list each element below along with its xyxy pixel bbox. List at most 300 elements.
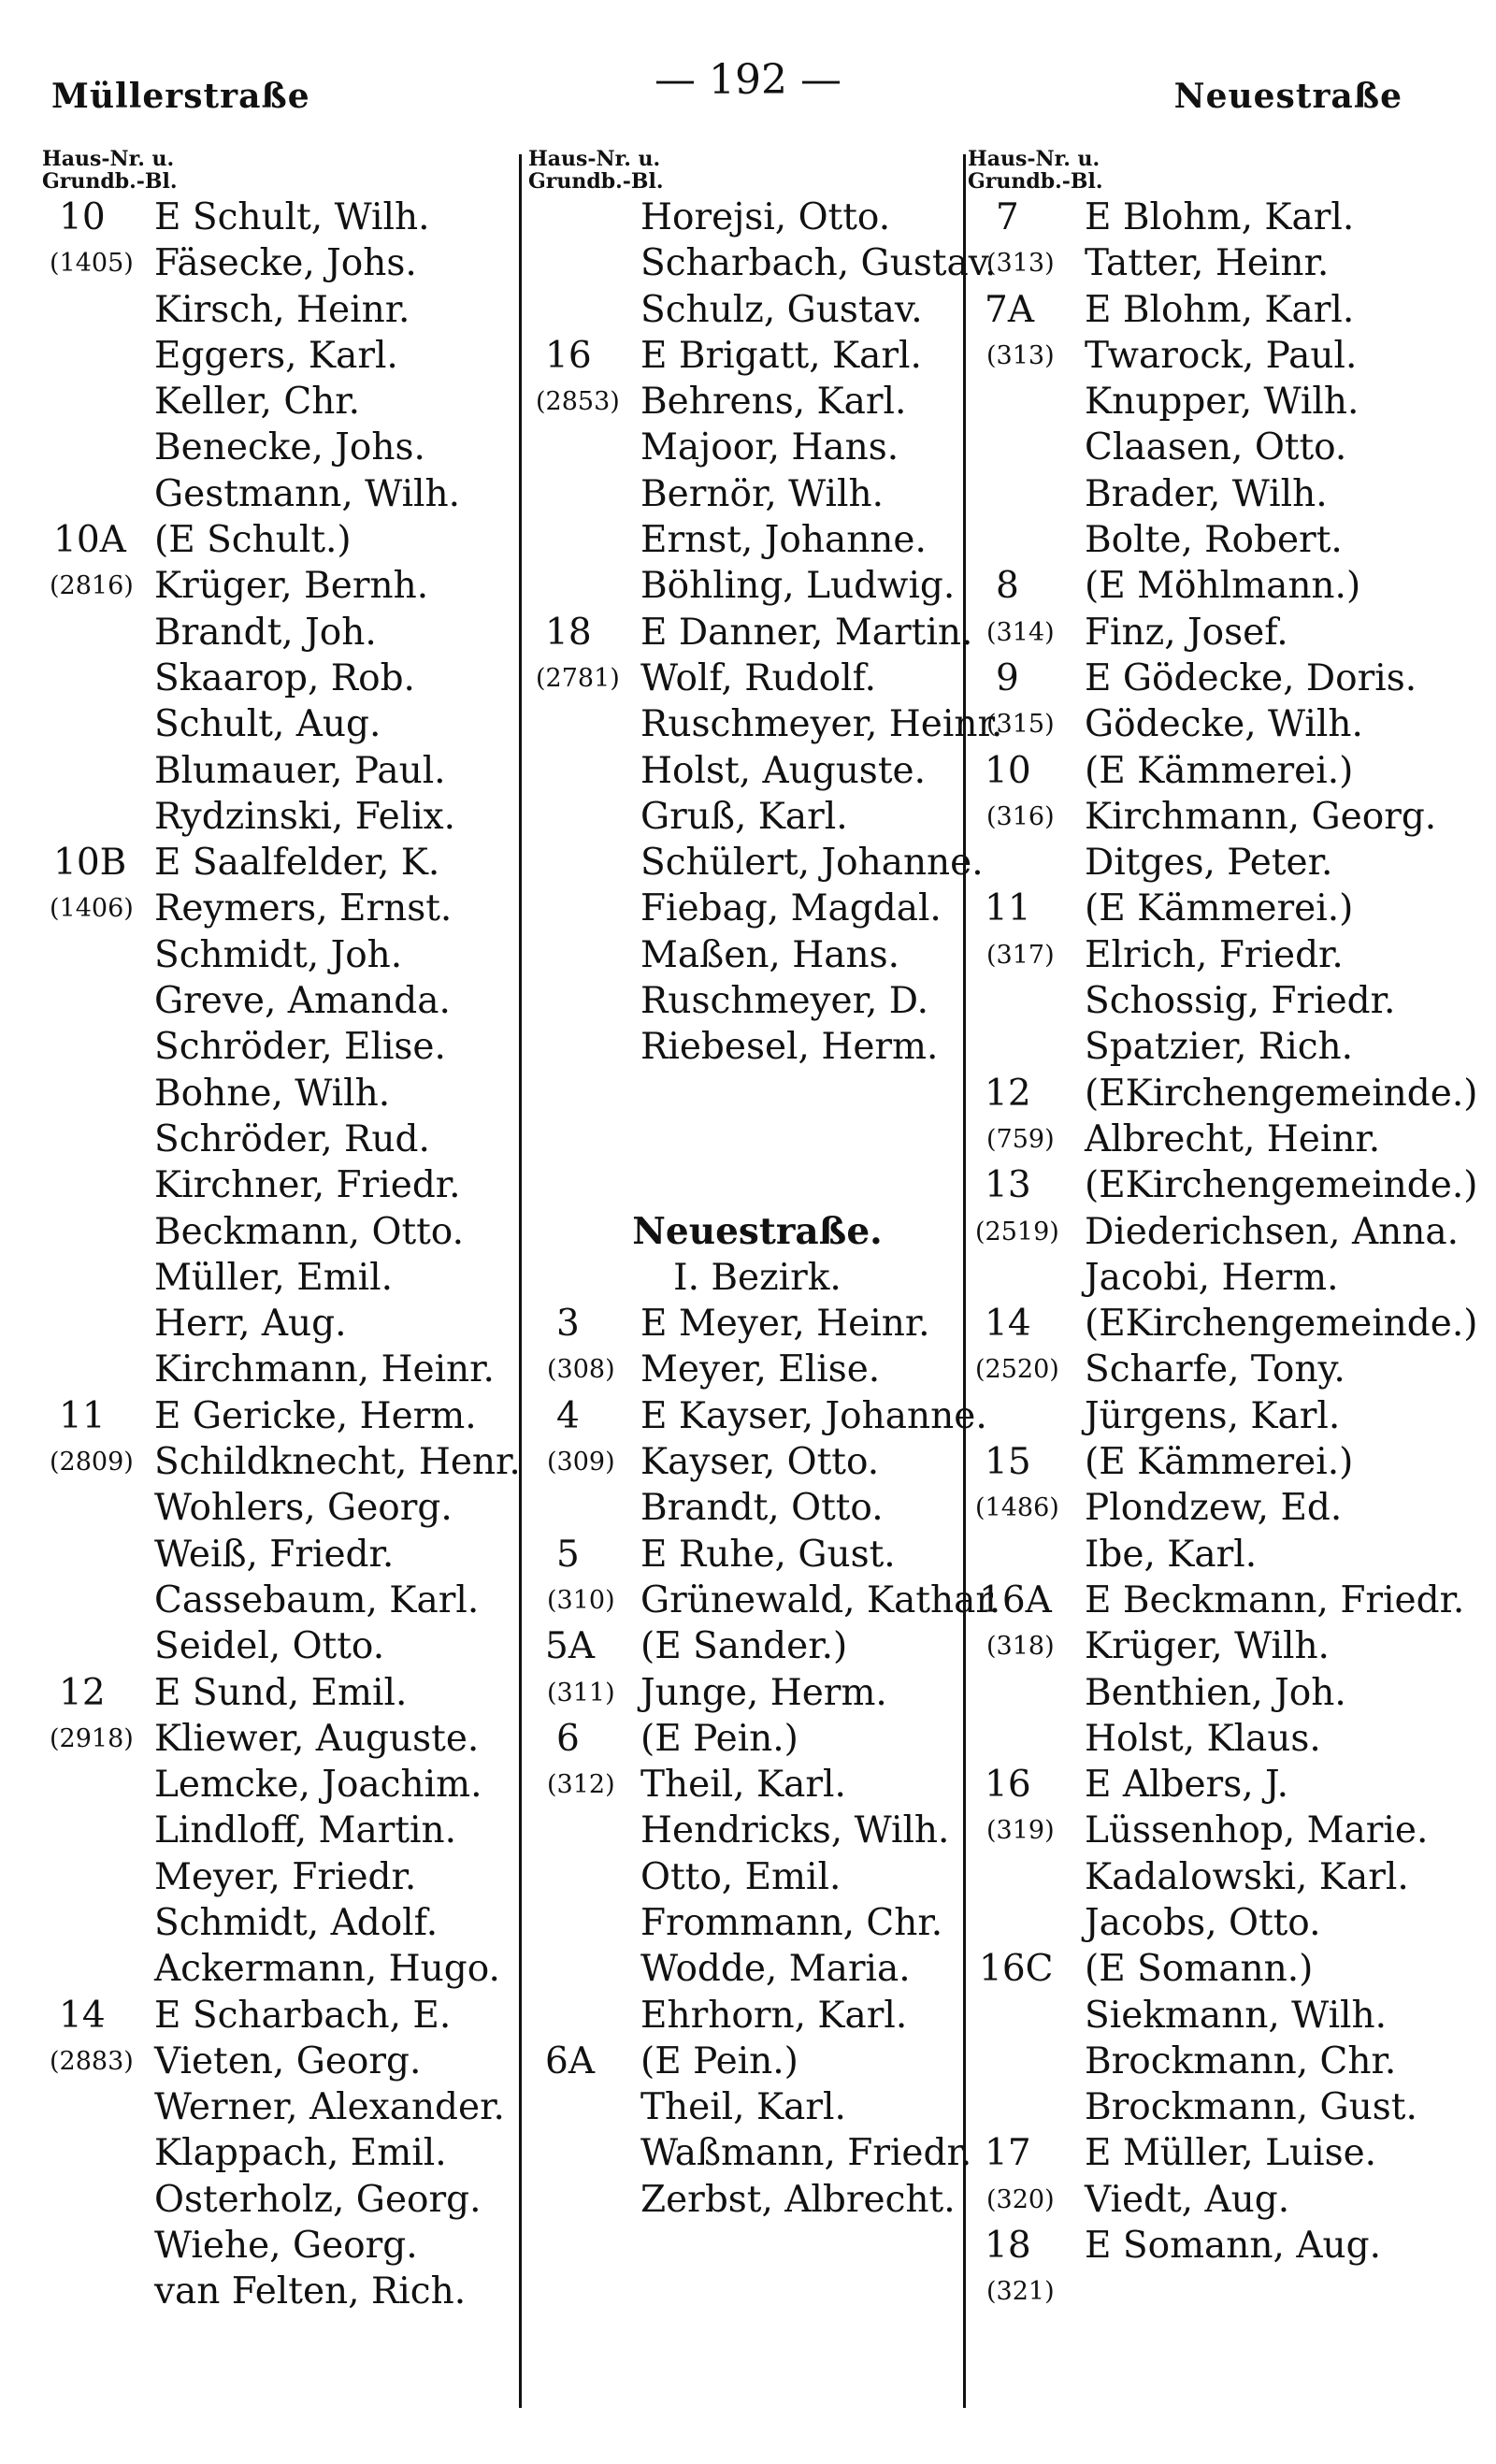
list-item <box>42 195 542 240</box>
list-item <box>42 886 542 931</box>
resident-name: Ruschmeyer, Heinr. <box>640 703 1003 746</box>
column-1 <box>42 148 542 2315</box>
resident-name: Fäsecke, Johs. <box>154 242 417 285</box>
house-number: 7A <box>985 288 1034 331</box>
list-item <box>968 794 1454 840</box>
resident-name: Lüssenhop, Marie. <box>1085 1809 1429 1852</box>
list-item <box>528 1854 986 1900</box>
list-item <box>42 1900 542 1946</box>
column-header <box>42 148 542 193</box>
resident-name: Behrens, Karl. <box>640 381 907 424</box>
resident-name: Keller, Chr. <box>154 381 361 424</box>
list-item <box>528 1439 986 1485</box>
house-number: 14 <box>985 1303 1031 1346</box>
list-item <box>968 1255 1454 1301</box>
resident-name: Maßen, Hans. <box>640 933 900 976</box>
list-item <box>968 240 1454 286</box>
list-item <box>968 1347 1454 1392</box>
list-item <box>42 701 542 747</box>
resident-name: (EKirchengemeinde.) <box>1085 1072 1478 1115</box>
resident-name: Krüger, Wilh. <box>1085 1625 1330 1668</box>
list-item <box>528 1301 986 1347</box>
house-number: 11 <box>59 1394 106 1437</box>
list-item <box>42 1024 542 1070</box>
resident-name: Jürgens, Karl. <box>1085 1394 1341 1437</box>
column-header-line1: Haus-Nr. u. <box>42 147 175 171</box>
resident-name: Schülert, Johanne. <box>640 842 984 885</box>
list-item <box>42 1808 542 1853</box>
grundbuch-number: (313) <box>986 340 1055 370</box>
list-item <box>528 2039 986 2084</box>
resident-name: (E Kämmerei.) <box>1085 1441 1354 1484</box>
list-item <box>528 1071 986 1117</box>
list-item <box>528 563 986 609</box>
list-item <box>528 1532 986 1578</box>
resident-name: E Schult, Wilh. <box>154 196 430 238</box>
resident-name: van Felten, Rich. <box>154 2270 467 2313</box>
resident-name: Claasen, Otto. <box>1085 426 1347 469</box>
resident-name: E Gödecke, Doris. <box>1085 656 1417 699</box>
page-number: — 192 — <box>654 56 842 104</box>
list-item <box>42 1347 542 1392</box>
resident-name: Twarock, Paul. <box>1085 334 1358 377</box>
resident-name: Lindloff, Martin. <box>154 1809 457 1852</box>
resident-name: Benecke, Johs. <box>154 426 425 469</box>
resident-name: Siekmann, Wilh. <box>1085 1994 1388 2037</box>
list-item <box>42 379 542 425</box>
resident-name: Majoor, Hans. <box>640 426 899 469</box>
house-number: 16A <box>979 1578 1052 1621</box>
resident-name: (EKirchengemeinde.) <box>1085 1164 1478 1207</box>
list-item <box>528 1623 986 1669</box>
resident-name: Kirchner, Friedr. <box>154 1164 461 1207</box>
resident-name: Brandt, Joh. <box>154 611 377 654</box>
resident-name: Skaarop, Rob. <box>154 656 415 699</box>
grundbuch-number: (2781) <box>536 663 620 693</box>
resident-name: Brockmann, Gust. <box>1085 2086 1417 2129</box>
list-item <box>968 1993 1454 2039</box>
resident-name: Cassebaum, Karl. <box>154 1578 480 1621</box>
house-number: 7 <box>996 196 1019 238</box>
resident-name: Reymers, Ernst. <box>154 887 453 930</box>
list-item <box>42 1071 542 1117</box>
list-item <box>528 1117 986 1162</box>
resident-name: Bernör, Wilh. <box>640 472 884 515</box>
resident-name: E Brigatt, Karl. <box>640 334 922 377</box>
list-item <box>528 517 986 563</box>
list-item <box>968 840 1454 886</box>
list-item <box>42 610 542 656</box>
list-item <box>42 1255 542 1301</box>
resident-name: (E Möhlmann.) <box>1085 565 1361 608</box>
resident-name: E Scharbach, E. <box>154 1994 452 2037</box>
resident-name: E Danner, Martin. <box>640 611 973 654</box>
list-item <box>528 1946 986 1992</box>
list-item <box>968 195 1454 240</box>
resident-name: Schröder, Rud. <box>154 1117 430 1160</box>
resident-name: (E Somann.) <box>1085 1948 1314 1991</box>
list-item <box>42 2269 542 2314</box>
list-item <box>968 2130 1454 2176</box>
list-item <box>42 1532 542 1578</box>
resident-name: Jacobs, Otto. <box>1085 1901 1321 1944</box>
resident-name: Wohlers, Georg. <box>154 1487 453 1530</box>
resident-name: Ditges, Peter. <box>1085 842 1333 885</box>
list-item <box>528 656 986 701</box>
resident-name: Fiebag, Magdal. <box>640 887 942 930</box>
column-header-line1: Haus-Nr. u. <box>968 147 1100 171</box>
resident-name: Kayser, Otto. <box>640 1441 880 1484</box>
list-item <box>42 1485 542 1531</box>
list-item <box>42 1993 542 2039</box>
list-item <box>42 2177 542 2223</box>
resident-name: Scharfe, Tony. <box>1085 1348 1345 1391</box>
resident-name: Gödecke, Wilh. <box>1085 703 1363 746</box>
resident-name: Gestmann, Wilh. <box>154 472 461 515</box>
resident-name: Ruschmeyer, D. <box>640 980 929 1023</box>
list-item <box>42 1578 542 1623</box>
resident-name: Brockmann, Chr. <box>1085 2039 1397 2082</box>
house-number: 12 <box>985 1072 1031 1115</box>
resident-name: E Sund, Emil. <box>154 1671 408 1714</box>
entry-list <box>528 195 1003 2223</box>
list-item <box>42 425 542 470</box>
resident-name: Schossig, Friedr. <box>1085 980 1396 1023</box>
list-item <box>968 1762 1454 1808</box>
list-item <box>42 2039 542 2084</box>
entry-list <box>968 195 1478 2315</box>
grundbuch-number: (1486) <box>975 1493 1059 1523</box>
list-item <box>968 1670 1454 1716</box>
resident-name: E Beckmann, Friedr. <box>1085 1578 1465 1621</box>
list-item <box>42 1439 542 1485</box>
list-item <box>968 1117 1454 1162</box>
list-item <box>528 1485 986 1531</box>
list-item <box>42 1209 542 1255</box>
resident-name: Ackermann, Hugo. <box>154 1948 500 1991</box>
list-item <box>968 333 1454 379</box>
list-item <box>968 2177 1454 2223</box>
resident-name: Spatzier, Rich. <box>1085 1026 1354 1069</box>
list-item <box>42 932 542 978</box>
list-item <box>42 794 542 840</box>
resident-name: E Ruhe, Gust. <box>640 1533 896 1576</box>
grundbuch-number: (2520) <box>975 1355 1059 1385</box>
list-item <box>968 932 1454 978</box>
list-item <box>528 2084 986 2130</box>
house-number: 6 <box>556 1717 580 1760</box>
column-header-line1: Haus-Nr. u. <box>528 147 661 171</box>
list-item <box>968 1209 1459 1255</box>
list-item <box>42 2084 542 2130</box>
resident-name: Müller, Emil. <box>154 1256 394 1299</box>
resident-name: Gruß, Karl. <box>640 795 848 838</box>
list-item <box>528 1393 986 1439</box>
house-number: 12 <box>59 1671 106 1714</box>
resident-name: Lemcke, Joachim. <box>154 1764 482 1807</box>
list-item <box>968 471 1454 517</box>
resident-name: Holst, Auguste. <box>640 749 926 792</box>
house-number: 15 <box>985 1441 1031 1484</box>
grundbuch-number: (317) <box>986 940 1055 970</box>
list-item <box>968 1808 1454 1853</box>
list-item <box>528 794 986 840</box>
column-header <box>968 148 1454 193</box>
list-item <box>968 2084 1454 2130</box>
list-item <box>968 1946 1454 1992</box>
column-header <box>528 148 986 193</box>
list-item <box>528 471 986 517</box>
list-item <box>528 701 1003 747</box>
resident-name: Plondzew, Ed. <box>1085 1487 1343 1530</box>
running-head-left: Müllerstraße <box>51 77 310 116</box>
resident-name: E Albers, J. <box>1085 1764 1289 1807</box>
list-item <box>528 978 986 1024</box>
resident-name: E Blohm, Karl. <box>1085 196 1355 238</box>
resident-name: (E Schult.) <box>154 519 352 562</box>
list-item <box>42 656 542 701</box>
resident-name: E Meyer, Heinr. <box>640 1303 930 1346</box>
list-item <box>42 1301 542 1347</box>
list-item <box>968 2223 1454 2269</box>
house-number: 11 <box>985 887 1031 930</box>
list-item <box>968 1071 1478 1117</box>
resident-name: Schildknecht, Henr. <box>154 1441 521 1484</box>
resident-name: Wiehe, Georg. <box>154 2225 418 2268</box>
resident-name: Kliewer, Auguste. <box>154 1717 480 1760</box>
list-item <box>528 1716 986 1762</box>
list-item <box>42 1762 542 1808</box>
list-item <box>528 287 986 333</box>
list-item <box>968 1393 1454 1439</box>
grundbuch-number: (318) <box>986 1632 1055 1662</box>
list-item <box>968 425 1454 470</box>
list-item <box>968 1301 1478 1347</box>
resident-name: Knupper, Wilh. <box>1085 381 1359 424</box>
list-item <box>968 2039 1454 2084</box>
resident-name: Tatter, Heinr. <box>1085 242 1330 285</box>
resident-name: Viedt, Aug. <box>1085 2178 1290 2221</box>
resident-name: Weiß, Friedr. <box>154 1533 395 1576</box>
resident-name: Ehrhorn, Karl. <box>640 1994 908 2037</box>
grundbuch-number: (309) <box>547 1448 615 1477</box>
resident-name: Zerbst, Albrecht. <box>640 2178 956 2221</box>
resident-name: (E Sander.) <box>640 1625 848 1668</box>
resident-name: Beckmann, Otto. <box>154 1210 464 1253</box>
column-header-line2: Grundb.-Bl. <box>528 169 664 194</box>
list-item <box>42 2223 542 2269</box>
list-item <box>968 287 1454 333</box>
grundbuch-number: (2918) <box>50 1723 134 1753</box>
house-number: 17 <box>985 2132 1031 2175</box>
grundbuch-number: (312) <box>547 1770 615 1800</box>
list-item <box>528 333 986 379</box>
resident-name: Holst, Klaus. <box>1085 1717 1321 1760</box>
list-item <box>42 333 542 379</box>
list-item <box>968 2269 1454 2314</box>
house-number: 14 <box>59 1994 106 2037</box>
house-number: 5 <box>556 1533 580 1576</box>
street-heading: Neuestraße. <box>632 1209 883 1253</box>
house-number: 16 <box>985 1764 1031 1807</box>
list-item <box>968 1439 1454 1485</box>
grundbuch-number: (2519) <box>975 1217 1059 1246</box>
list-item <box>968 1024 1454 1070</box>
list-item <box>528 610 986 656</box>
resident-name: Otto, Emil. <box>640 1855 842 1898</box>
list-item <box>968 1623 1454 1669</box>
grundbuch-number: (1405) <box>50 249 134 279</box>
resident-name: Kadalowski, Karl. <box>1085 1855 1409 1898</box>
house-number: 4 <box>556 1394 580 1437</box>
house-number: 10A <box>53 519 126 562</box>
resident-name: Brandt, Otto. <box>640 1487 884 1530</box>
resident-name: (E Kämmerei.) <box>1085 749 1354 792</box>
house-number: 10B <box>53 842 127 885</box>
house-number: 3 <box>556 1303 580 1346</box>
resident-name: Wolf, Rudolf. <box>640 656 877 699</box>
resident-name: Waßmann, Friedr. <box>640 2132 972 2175</box>
list-item <box>42 1716 542 1762</box>
list-item <box>968 1162 1478 1208</box>
column-2 <box>528 147 1003 2223</box>
list-item <box>42 1946 542 1992</box>
list-item <box>968 1578 1465 1623</box>
resident-name: Theil, Karl. <box>640 1764 846 1807</box>
grundbuch-number: (1406) <box>50 894 134 924</box>
resident-name: Krüger, Bernh. <box>154 565 429 608</box>
list-item <box>528 240 997 286</box>
list-item <box>42 517 542 563</box>
resident-name: Bolte, Robert. <box>1085 519 1343 562</box>
list-item <box>42 287 542 333</box>
list-item <box>528 1900 986 1946</box>
resident-name: E Saalfelder, K. <box>154 842 440 885</box>
list-item <box>968 517 1454 563</box>
list-item <box>42 840 542 886</box>
resident-name: Werner, Alexander. <box>154 2086 505 2129</box>
resident-name: Wodde, Maria. <box>640 1948 911 1991</box>
resident-name: Böhling, Ludwig. <box>640 565 956 608</box>
grundbuch-number: (313) <box>986 249 1055 279</box>
list-item <box>968 701 1454 747</box>
house-number: 9 <box>996 656 1019 699</box>
list-item <box>528 1762 986 1808</box>
resident-name: Rydzinski, Felix. <box>154 795 456 838</box>
list-item <box>42 978 542 1024</box>
resident-name: Greve, Amanda. <box>154 980 451 1023</box>
house-number: 13 <box>985 1164 1031 1207</box>
list-item <box>528 1024 986 1070</box>
resident-name: Riebesel, Herm. <box>640 1026 939 1069</box>
grundbuch-number: (759) <box>986 1124 1055 1154</box>
grundbuch-number: (2883) <box>50 2046 134 2076</box>
list-item <box>528 1162 986 1208</box>
resident-name: E Müller, Luise. <box>1085 2132 1377 2175</box>
resident-name: E Blohm, Karl. <box>1085 288 1355 331</box>
grundbuch-number: (2853) <box>536 387 620 417</box>
list-item <box>42 1854 542 1900</box>
list-item <box>528 886 986 931</box>
resident-name: Schmidt, Joh. <box>154 933 403 976</box>
resident-name: Finz, Josef. <box>1085 611 1288 654</box>
list-item <box>42 748 542 794</box>
grundbuch-number: (308) <box>547 1355 615 1385</box>
list-item <box>968 1854 1454 1900</box>
district-heading: I. Bezirk. <box>673 1256 842 1299</box>
resident-name: (E Kämmerei.) <box>1085 887 1354 930</box>
list-item <box>968 1900 1454 1946</box>
list-item <box>528 1993 986 2039</box>
grundbuch-number: (315) <box>986 710 1055 740</box>
resident-name: Scharbach, Gustav. <box>640 242 997 285</box>
list-item <box>528 2130 986 2176</box>
resident-name: Albrecht, Heinr. <box>1085 1117 1381 1160</box>
list-item <box>968 1485 1454 1531</box>
list-item <box>968 563 1454 609</box>
resident-name: Blumauer, Paul. <box>154 749 446 792</box>
list-item <box>528 195 986 240</box>
resident-name: Herr, Aug. <box>154 1303 347 1346</box>
grundbuch-number: (310) <box>547 1585 615 1615</box>
resident-name: Frommann, Chr. <box>640 1901 943 1944</box>
resident-name: Diederichsen, Anna. <box>1085 1210 1459 1253</box>
house-number: 10 <box>59 196 106 238</box>
resident-name: Meyer, Friedr. <box>154 1855 417 1898</box>
list-item <box>528 748 986 794</box>
list-item <box>968 1532 1454 1578</box>
house-number: 5A <box>545 1625 595 1668</box>
resident-name: Junge, Herm. <box>640 1671 887 1714</box>
resident-name: Ernst, Johanne. <box>640 519 927 562</box>
grundbuch-number: (314) <box>986 617 1055 647</box>
grundbuch-number: (311) <box>547 1678 615 1708</box>
list-item <box>528 1347 986 1392</box>
resident-name: Benthien, Joh. <box>1085 1671 1346 1714</box>
resident-name: Kirsch, Heinr. <box>154 288 410 331</box>
resident-name: Vieten, Georg. <box>154 2039 422 2082</box>
list-item <box>42 240 542 286</box>
list-item <box>42 1393 542 1439</box>
resident-name: Brader, Wilh. <box>1085 472 1328 515</box>
list-item <box>42 471 542 517</box>
list-item <box>528 425 986 470</box>
list-item <box>528 1808 986 1853</box>
resident-name: E Gericke, Herm. <box>154 1394 477 1437</box>
resident-name: Seidel, Otto. <box>154 1625 385 1668</box>
resident-name: Osterholz, Georg. <box>154 2178 482 2221</box>
grundbuch-number: (2809) <box>50 1448 134 1477</box>
list-item <box>968 886 1454 931</box>
resident-name: E Kayser, Johanne. <box>640 1394 987 1437</box>
resident-name: Grünewald, Kathar. <box>640 1578 1001 1621</box>
list-item <box>528 379 986 425</box>
list-item <box>42 1623 542 1669</box>
grundbuch-number: (316) <box>986 801 1055 831</box>
house-number: 18 <box>985 2225 1031 2268</box>
list-item <box>528 840 986 886</box>
list-item <box>968 1716 1454 1762</box>
grundbuch-number: (2816) <box>50 571 134 601</box>
list-item <box>42 1117 542 1162</box>
list-item <box>42 1670 542 1716</box>
house-number: 6A <box>545 2039 595 2082</box>
column-3 <box>968 147 1478 2315</box>
resident-name: Jacobi, Herm. <box>1085 1256 1339 1299</box>
list-item <box>528 1670 986 1716</box>
column-header-line2: Grundb.-Bl. <box>42 169 178 194</box>
list-item <box>968 379 1454 425</box>
